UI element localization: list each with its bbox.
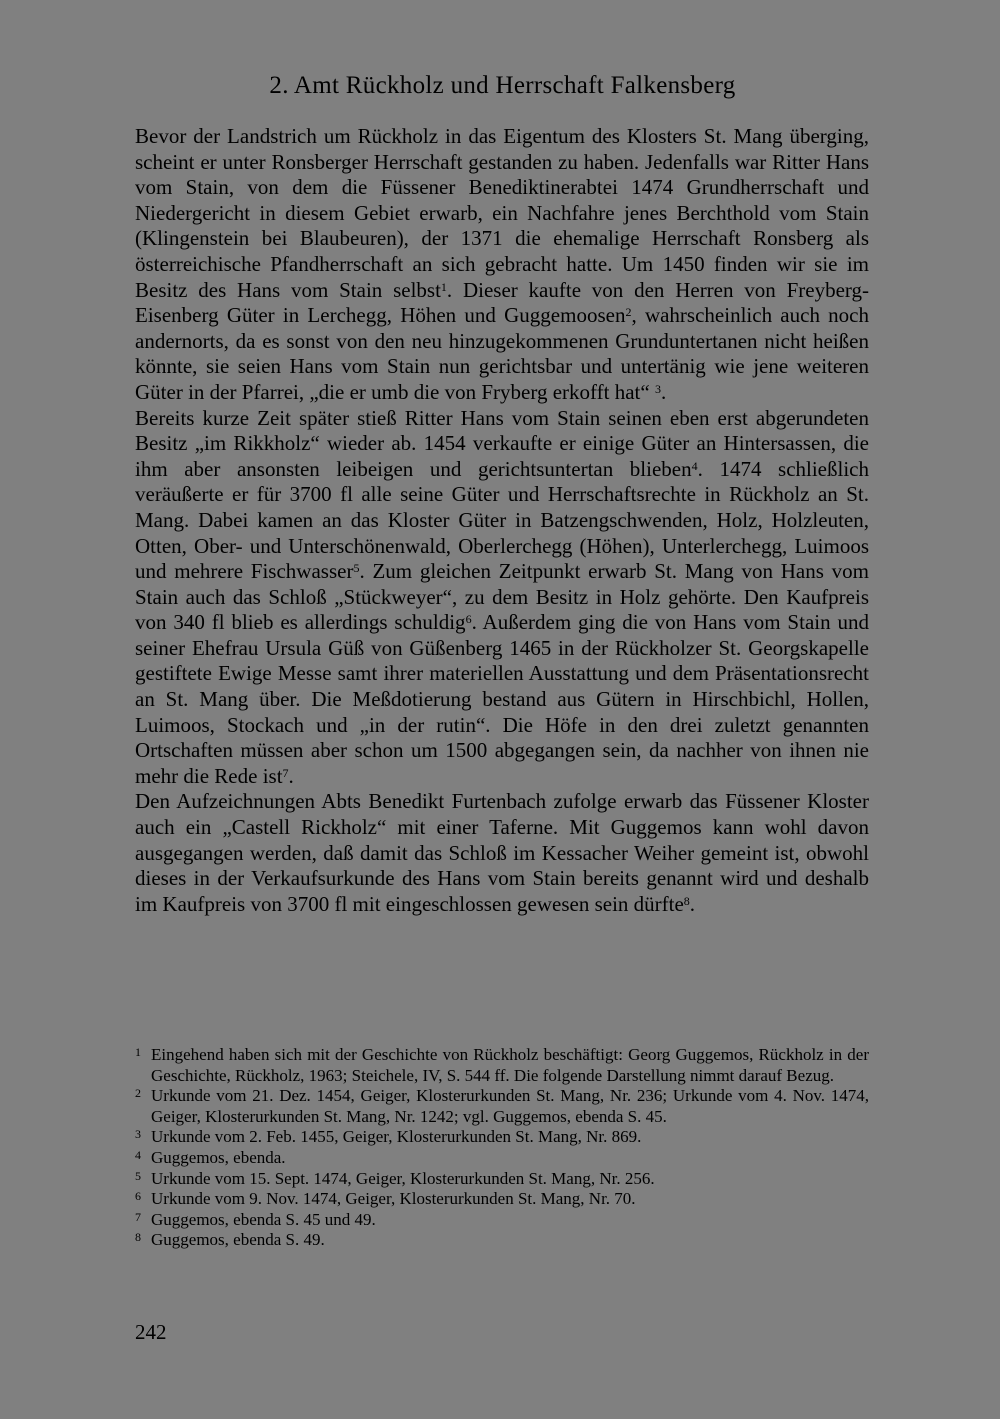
footnote-number: 3 <box>135 1127 141 1142</box>
footnote-ref: 6 <box>465 612 472 627</box>
footnote-number: 6 <box>135 1189 141 1204</box>
footnote <box>135 1210 869 1231</box>
text-run: . Dieser kaufte von den Herren von Freyberg-Eisenberg Güter in Lerchegg, Höhen und Guggemoosen <box>135 277 869 328</box>
footnote <box>135 1045 869 1086</box>
text-run: . 1474 schließlich veräußerte er für 3700 fl alle seine Güter und Herrschaftsrechte in Rückholz an St. Mang. Dabei kamen an das Kloster Güter in Batzengschwenden, Holz, Holzleuten, Otten, Ober- und Unterschönenwald, Oberlerchegg (Höhen), Unterlerchegg, Luimoos und mehrere Fischwasser <box>135 456 869 584</box>
page-number: 242 <box>135 1320 167 1344</box>
footnote-ref: 2 <box>625 305 632 320</box>
footnote-ref: 7 <box>282 765 289 780</box>
text-run: . <box>660 379 667 404</box>
footnote-text: Urkunde vom 15. Sept. 1474, Geiger, Klosterurkunden St. Mang, Nr. 256. <box>151 1168 655 1188</box>
text-run: , wahrscheinlich auch noch andernorts, da es sonst von den neu hinzugekommenen Grunduntertanen nicht heißen könnte, sie seien Hans vom Stain nun gerichtsbar und untertänig wie jene weiteren Güter in der Pfarrei, „die er umb die von Fryberg erkofft hat“ <box>135 303 869 404</box>
footnote-text: Urkunde vom 2. Feb. 1455, Geiger, Klosterurkunden St. Mang, Nr. 869. <box>151 1127 642 1147</box>
footnote-text: Urkunde vom 21. Dez. 1454, Geiger, Klosterurkunden St. Mang, Nr. 236; Urkunde vom 4. Nov. 1474, Geiger, Klosterurkunden St. Mang, Nr. 1242; vgl. Guggemos, ebenda S. 45. <box>151 1086 869 1126</box>
footnote <box>135 1230 869 1251</box>
text-run: Den Aufzeichnungen Abts Benedikt Furtenbach zufolge erwarb das Füssener Kloster auch ein „Castell Rickholz“ mit einer Taferne. Mit Guggemos kann wohl davon ausgegangen werden, daß damit das Schloß im Kessacher Weiher gemeint ist, obwohl dieses in der Verkaufsurkunde des Hans vom Stain bereits genannt wird und deshalb im Kaufpreis von 3700 fl mit eingeschlossen gewesen sein dürfte <box>135 789 869 916</box>
footnote-number: 5 <box>135 1168 141 1183</box>
footnote-text: Guggemos, ebenda. <box>151 1147 286 1167</box>
footnote-ref: 4 <box>691 458 698 473</box>
footnote-number: 2 <box>135 1086 141 1101</box>
footnote-number: 4 <box>135 1147 141 1162</box>
footnote-ref: 5 <box>353 561 360 576</box>
footnote-number: 1 <box>135 1045 141 1059</box>
footnote-text: Urkunde vom 9. Nov. 1474, Geiger, Klosterurkunden St. Mang, Nr. 70. <box>151 1189 636 1209</box>
footnote-ref: 8 <box>683 893 690 908</box>
paragraph <box>135 124 869 406</box>
text-run: . Außerdem ging die von Hans vom Stain und seiner Ehefrau Ursula Güß von Güßenberg 1465 in der Rückholzer St. Georgskapelle gestiftete Ewige Messe samt ihrer materiellen Ausstattung und dem Präsentationsrecht an St. Mang über. Die Meßdotierung bestand aus Gütern in Hirschbichl, Hollen, Luimoos, Stockach und „in der rutin“. Die Höfe in den drei zuletzt genannten Ortschaften müssen aber schon um 1500 abgegangen sein, da nachher von ihnen nie mehr die Rede ist <box>135 610 869 788</box>
footnote <box>135 1169 869 1190</box>
footnote-text: Eingehend haben sich mit der Geschichte von Rückholz beschäftigt: Georg Guggemos, Rückholz in der Geschichte, Rückholz, 1963; Steichele, IV, S. 544 ff. Die folgende Darstellung nimmt darauf Bezug. <box>151 1045 869 1085</box>
text-run: Bereits kurze Zeit später stieß Ritter Hans vom Stain seinen eben erst abgerundeten Besitz „im Rikkholz“ wieder ab. 1454 verkaufte er einige Güter an Hintersassen, die ihm aber ansonsten leibeigen und gerichtsuntertan blieben <box>135 405 869 481</box>
footnote-text: Guggemos, ebenda S. 49. <box>151 1230 325 1250</box>
footnotes <box>135 1045 869 1251</box>
body-text <box>135 124 869 917</box>
footnote-number: 8 <box>135 1230 141 1245</box>
paragraph <box>135 789 869 917</box>
text-run: . <box>689 891 696 916</box>
footnote-text: Guggemos, ebenda S. 45 und 49. <box>151 1209 376 1229</box>
footnote <box>135 1189 869 1210</box>
text-run: Bevor der Landstrich um Rückholz in das Eigentum des Klosters St. Mang überging, scheint er unter Ronsberger Herrschaft gestanden zu haben. Jedenfalls war Ritter Hans vom Stain, von dem die Füssener Benediktinerabtei 1474 Grundherrschaft und Niedergericht in diesem Gebiet erwarb, ein Nachfahre jenes Berchthold vom Stain (Klingenstein bei Blaubeuren), der 1371 die ehemalige Herrschaft Ronsberg als österreichische Pfandherrschaft an sich gebracht hatte. Um 1450 finden wir sie im Besitz des Hans vom Stain selbst <box>135 124 869 302</box>
section-heading: 2. Amt Rückholz und Herrschaft Falkensberg <box>269 72 736 99</box>
text-run: . Zum gleichen Zeitpunkt erwarb St. Mang von Hans vom Stain auch das Schloß „Stückweyer“, zu dem Besitz in Holz gehörte. Den Kaufpreis von 340 fl blieb es allerdings schuldig <box>135 559 869 635</box>
footnote-ref: 3 <box>654 381 661 396</box>
footnote-ref: 1 <box>440 279 447 294</box>
footnote <box>135 1127 869 1148</box>
footnote-number: 7 <box>135 1209 141 1224</box>
text-run: . <box>288 763 294 788</box>
paragraph <box>135 406 869 790</box>
footnote <box>135 1086 869 1127</box>
footnote <box>135 1148 869 1169</box>
